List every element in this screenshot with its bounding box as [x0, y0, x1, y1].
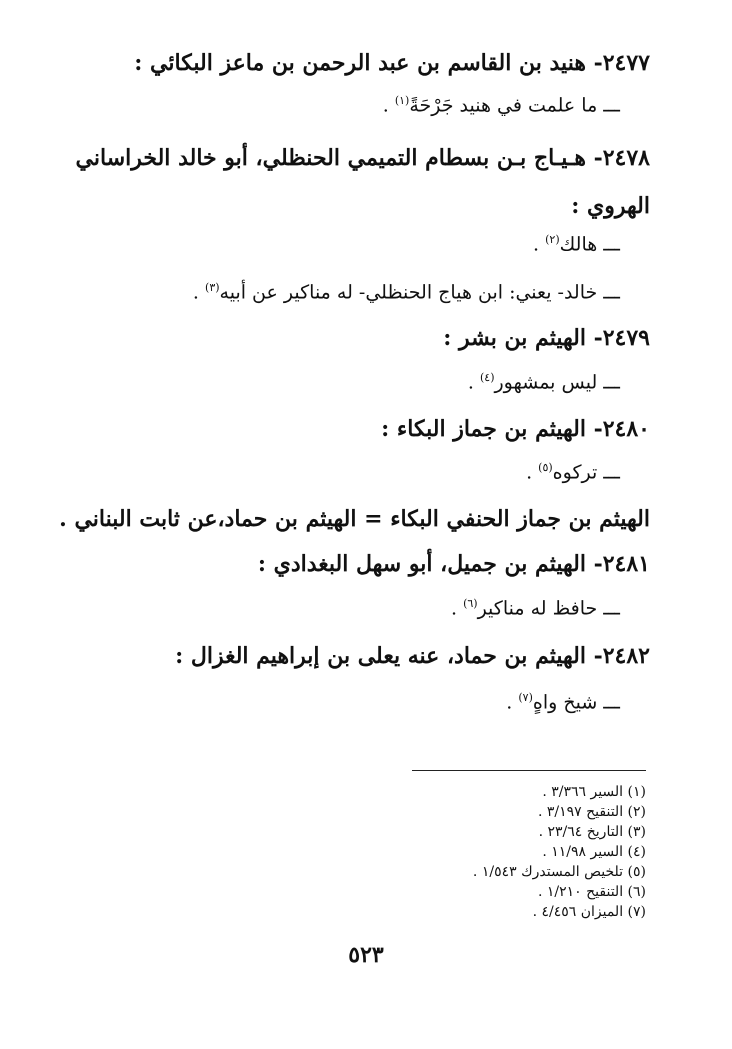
entry-2478-statement-2: ـــ خالد- يعني: ابن هياج الحنظلي- له مناكير عن أبيه	[219, 281, 620, 304]
footnote-separator	[412, 770, 646, 771]
footnote-4: (٤) السير ١١/٩٨ .	[542, 844, 646, 860]
footnote-7: (٧) الميزان ٤/٤٥٦ .	[532, 904, 646, 920]
footnote-ref-1: (١)	[394, 94, 410, 107]
footnotes	[473, 782, 646, 922]
entry-2481-text	[451, 598, 620, 618]
footnote-ref-5: (٥)	[538, 461, 553, 474]
full-stop: .	[382, 94, 395, 117]
footnote-6: (٦) التنقيح ١/٢١٠ .	[537, 884, 646, 900]
entry-2482-statement: ـــ شيخ واهٍ	[532, 691, 620, 714]
page-number: ٥٢٣	[348, 942, 384, 968]
footnote-3: (٣) التاريخ ٢٣/٦٤ .	[538, 824, 646, 840]
footnote-ref-4: (٤)	[479, 371, 495, 384]
full-stop: .	[533, 233, 546, 256]
entry-2479-heading: ٢٤٧٩- الهيثم بن بشر :	[443, 325, 650, 351]
entry-2480-text	[526, 462, 620, 482]
cross-reference: الهيثم بن جماز الحنفي البكاء = الهيثم بن حماد،عن ثابت البناني .	[59, 506, 650, 532]
entry-2481-heading: ٢٤٨١- الهيثم بن جميل، أبو سهل البغدادي :	[257, 551, 650, 577]
full-stop: .	[467, 371, 480, 394]
entry-2478-heading-cont: الهروي :	[571, 193, 650, 219]
footnote-ref-2: (٢)	[545, 233, 560, 246]
entry-2477-statement: ـــ ما علمت في هنيد جَرْحَةً	[409, 94, 620, 117]
entry-2479-text	[468, 372, 620, 392]
full-stop: .	[506, 691, 519, 714]
entry-2478-text-2	[193, 282, 620, 302]
full-stop: .	[192, 281, 206, 304]
entry-2482-text	[506, 692, 620, 712]
entry-2478-heading: ٢٤٧٨- هـيـاج بـن بسطام التميمي الحنظلي، أبو خالد الخراساني	[75, 145, 650, 171]
footnote-ref-6: (٦)	[463, 597, 478, 610]
entry-2480-statement: ـــ تركوه	[552, 461, 620, 484]
entry-2479-statement: ـــ ليس بمشهور	[494, 371, 620, 394]
entry-2477-text	[383, 95, 620, 115]
full-stop: .	[526, 461, 539, 484]
footnote-ref-3: (٣)	[205, 281, 220, 294]
footnote-5: (٥) تلخيص المستدرك ١/٥٤٣ .	[472, 864, 646, 880]
entry-2478-text-1	[533, 234, 620, 254]
footnote-1: (١) السير ٣/٣٦٦ .	[542, 784, 646, 800]
entry-2480-heading: ٢٤٨٠- الهيثم بن جماز البكاء :	[381, 416, 650, 442]
entry-2478-statement-1: ـــ هالك	[559, 233, 620, 256]
entry-2481-statement: ـــ حافظ له مناكير	[477, 597, 620, 620]
entry-2482-heading: ٢٤٨٢- الهيثم بن حماد، عنه يعلى بن إبراهيم الغزال :	[175, 643, 650, 669]
footnote-2: (٢) التنقيح ٣/١٩٧ .	[537, 804, 646, 820]
footnote-ref-7: (٧)	[518, 691, 533, 704]
full-stop: .	[450, 597, 464, 620]
entry-2477-heading: ٢٤٧٧- هنيد بن القاسم بن عبد الرحمن بن ماعز البكائي :	[134, 50, 650, 76]
